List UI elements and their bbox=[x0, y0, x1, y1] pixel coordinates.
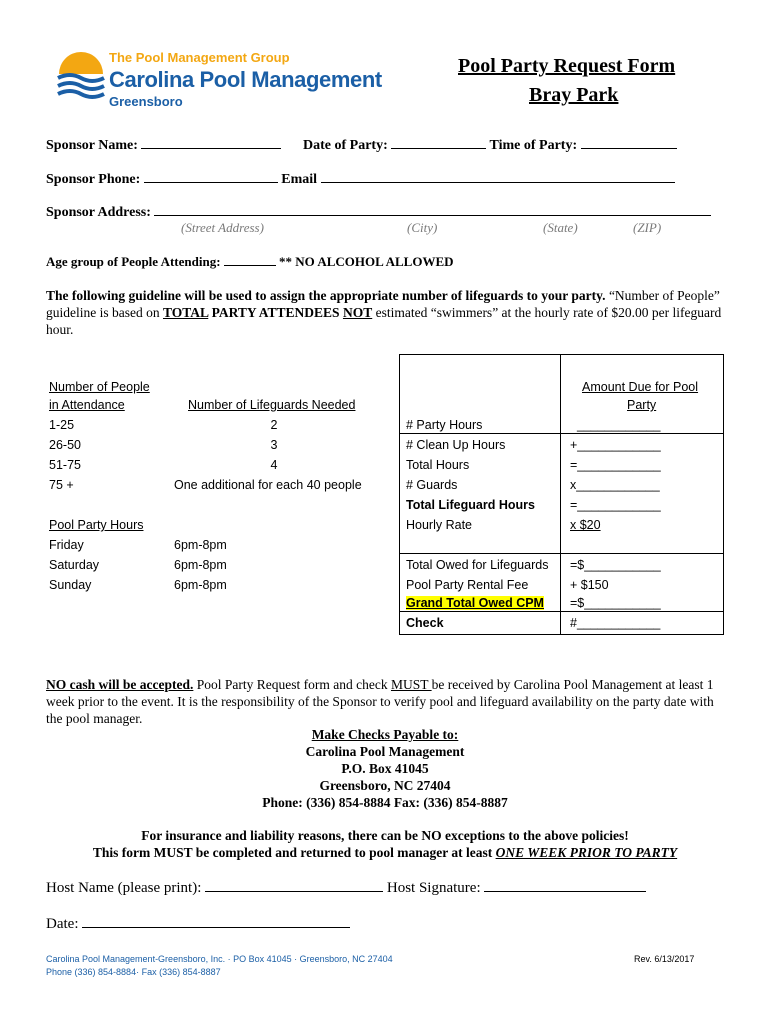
payable-box: P.O. Box 41045 bbox=[341, 761, 429, 776]
amount-row-value: x $20 bbox=[570, 518, 601, 532]
attendance-row-guards: 3 bbox=[270, 438, 278, 452]
amount-row-value[interactable]: x____________ bbox=[570, 478, 660, 492]
guideline-rest1: “Number of People” guideline is based on bbox=[46, 288, 720, 320]
date-label: Date: bbox=[46, 916, 79, 932]
hours-day: Sunday bbox=[49, 578, 92, 592]
amount-header-l1: Amount Due for Pool bbox=[582, 380, 699, 394]
amount-row-label: # Party Hours bbox=[406, 418, 483, 432]
attendance-row-guards: 4 bbox=[270, 458, 278, 472]
date-field[interactable] bbox=[82, 915, 350, 928]
logo bbox=[56, 46, 382, 116]
amount-row-value[interactable]: #____________ bbox=[570, 616, 661, 630]
footer-line1: Carolina Pool Management-Greensboro, Inc. · PO Box 41045 · Greensboro, NC 27404 bbox=[46, 954, 393, 964]
guideline-attendees: PARTY ATTENDEES bbox=[208, 305, 343, 320]
attendance-col1-header-l2: in Attendance bbox=[49, 398, 125, 412]
amount-row-value[interactable]: =$___________ bbox=[570, 596, 661, 610]
guideline-rest2: estimated “swimmers” at the hourly rate of $20.00 per lifeguard hour. bbox=[46, 305, 722, 337]
sponsor-phone-field[interactable] bbox=[144, 170, 278, 183]
sponsor-address-field[interactable] bbox=[154, 203, 711, 216]
attendance-row-people: 26-50 bbox=[49, 438, 81, 452]
hours-time: 6pm-8pm bbox=[174, 558, 227, 572]
attendance-row-guards: 2 bbox=[270, 418, 278, 432]
payable-phone: Phone: (336) 854-8884 Fax: (336) 854-8887 bbox=[262, 795, 508, 810]
pool-hours-header: Pool Party Hours bbox=[49, 518, 144, 532]
email-label: Email bbox=[281, 172, 318, 187]
policy-must: MUST bbox=[390, 677, 432, 692]
sponsor-name-label: Sponsor Name: bbox=[46, 138, 138, 153]
amount-row-label: # Clean Up Hours bbox=[406, 438, 506, 452]
city-hint: (City) bbox=[407, 220, 438, 235]
guideline-bold: The following guideline will be used to assign the appropriate number of lifeguards to your party. bbox=[46, 288, 606, 303]
attendance-row-people: 75 + bbox=[49, 478, 74, 492]
host-name-field[interactable] bbox=[205, 879, 383, 892]
insurance-line2 bbox=[0, 844, 770, 861]
amount-row-value[interactable]: +____________ bbox=[570, 438, 661, 452]
revision-date: Rev. 6/13/2017 bbox=[634, 954, 695, 964]
insurance-line2-b: ONE WEEK PRIOR TO PARTY bbox=[495, 845, 678, 860]
amount-row-label: # Guards bbox=[406, 478, 458, 492]
amount-row-label: Check bbox=[406, 616, 444, 630]
hours-day: Friday bbox=[49, 538, 84, 552]
attendance-row-guards: One additional for each 40 people bbox=[174, 478, 362, 492]
guideline-paragraph bbox=[46, 287, 726, 338]
policy-text2: be received by Carolina Pool Management at least 1 week prior to the event. It is the responsibility of the Sponsor to verify pool and lifeguard availability on the party date with the pool manager. bbox=[46, 677, 714, 726]
age-group-label: Age group of People Attending: bbox=[46, 254, 221, 269]
amount-row-value: + $150 bbox=[570, 578, 609, 592]
zip-hint: (ZIP) bbox=[633, 220, 662, 235]
hours-time: 6pm-8pm bbox=[174, 538, 227, 552]
email-field[interactable] bbox=[321, 170, 675, 183]
amount-row-label: Pool Party Rental Fee bbox=[406, 578, 529, 592]
state-hint: (State) bbox=[543, 220, 578, 235]
logo-top-text: The Pool Management Group bbox=[109, 50, 290, 65]
hours-day: Saturday bbox=[49, 558, 100, 572]
insurance-line2-a: This form MUST be completed and returned to pool manager at least bbox=[92, 845, 496, 860]
logo-main-text: Carolina Pool Management bbox=[109, 67, 382, 92]
no-alcohol-notice: ** NO ALCOHOL ALLOWED bbox=[279, 254, 454, 269]
time-of-party-label: Time of Party: bbox=[489, 138, 578, 153]
amount-row-value[interactable]: =$___________ bbox=[570, 558, 661, 572]
payable-city: Greensboro, NC 27404 bbox=[319, 778, 451, 793]
amount-row-label: Total Lifeguard Hours bbox=[406, 498, 535, 512]
host-name-label: Host Name (please print): bbox=[46, 880, 202, 896]
hours-time: 6pm-8pm bbox=[174, 578, 227, 592]
host-signature-field[interactable] bbox=[484, 879, 646, 892]
logo-sub-text: Greensboro bbox=[109, 94, 183, 109]
sponsor-phone-label: Sponsor Phone: bbox=[46, 172, 141, 187]
amount-row-label: Total Hours bbox=[406, 458, 470, 472]
form-title: Pool Party Request Form bbox=[458, 55, 676, 77]
amount-row-label: Total Owed for Lifeguards bbox=[406, 558, 549, 572]
payable-header: Make Checks Payable to: bbox=[311, 727, 459, 742]
pool-logo-icon bbox=[56, 50, 106, 105]
footer-line2: Phone (336) 854-8884· Fax (336) 854-8887 bbox=[46, 967, 221, 977]
attendance-col2-header: Number of Lifeguards Needed bbox=[188, 398, 356, 412]
policy-paragraph bbox=[46, 676, 726, 727]
amount-row-label: Grand Total Owed CPM bbox=[406, 596, 544, 610]
amount-header-l2: Party bbox=[627, 398, 657, 412]
sponsor-address-label: Sponsor Address: bbox=[46, 205, 151, 220]
amount-row-value[interactable]: =____________ bbox=[570, 458, 661, 472]
attendance-row-people: 1-25 bbox=[49, 418, 75, 432]
amount-due-table bbox=[399, 354, 724, 635]
amount-row-label: Hourly Rate bbox=[406, 518, 472, 532]
sponsor-name-field[interactable] bbox=[141, 136, 281, 149]
date-of-party-label: Date of Party: bbox=[303, 138, 388, 153]
guideline-total: TOTAL bbox=[162, 305, 209, 320]
payable-name: Carolina Pool Management bbox=[305, 744, 465, 759]
park-name: Bray Park bbox=[529, 84, 619, 106]
amount-row-value[interactable]: ____________ bbox=[577, 418, 661, 432]
insurance-line1: For insurance and liability reasons, there can be NO exceptions to the above policies! bbox=[141, 828, 629, 843]
guideline-not: NOT bbox=[342, 305, 373, 320]
no-cash-notice: NO cash will be accepted. bbox=[46, 677, 194, 692]
host-signature-label: Host Signature: bbox=[386, 880, 481, 896]
attendance-row-people: 51-75 bbox=[49, 458, 81, 472]
amount-row-value[interactable]: =____________ bbox=[570, 498, 661, 512]
age-group-field[interactable] bbox=[224, 253, 276, 266]
date-of-party-field[interactable] bbox=[391, 136, 486, 149]
policy-text1: Pool Party Request form and check bbox=[193, 677, 391, 692]
attendance-col1-header-l1: Number of People bbox=[49, 380, 150, 394]
time-of-party-field[interactable] bbox=[581, 136, 677, 149]
street-hint: (Street Address) bbox=[181, 220, 264, 235]
